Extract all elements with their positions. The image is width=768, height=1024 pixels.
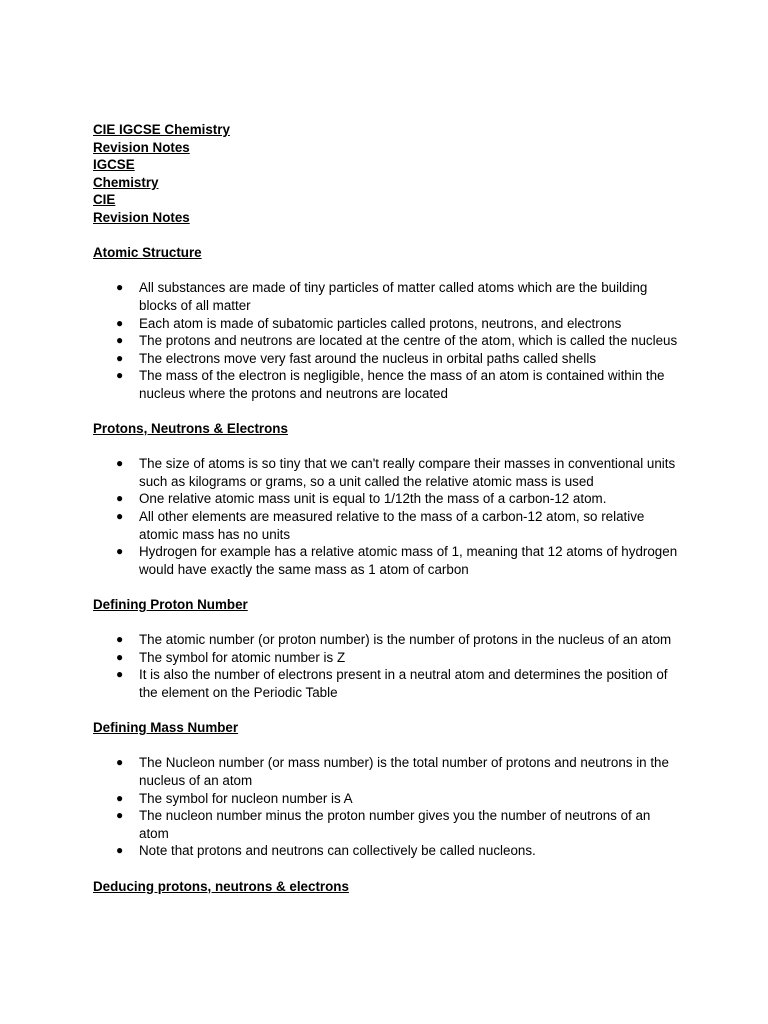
list-item-text: The electrons move very fast around the nucleus in orbital paths called shells xyxy=(139,350,597,366)
list-item xyxy=(93,631,679,649)
bullet-icon: ● xyxy=(116,315,124,330)
bullet-icon: ● xyxy=(116,350,124,365)
list-item-text: The symbol for nucleon number is A xyxy=(139,790,353,806)
list-item xyxy=(93,367,679,402)
list-item-text: The Nucleon number (or mass number) is the total number of protons and neutrons in the nucleus of an atom xyxy=(139,755,669,788)
list-item xyxy=(93,807,679,842)
document-title-block xyxy=(93,121,693,227)
bullet-list xyxy=(93,631,693,701)
bullet-icon: ● xyxy=(116,755,124,770)
bullet-icon: ● xyxy=(116,456,124,471)
list-item-text: All other elements are measured relative to the mass of a carbon-12 atom, so relative atomic mass has no units xyxy=(139,509,645,542)
bullet-icon: ● xyxy=(116,790,124,805)
section-heading: Defining Proton Number xyxy=(93,597,248,613)
list-item xyxy=(93,490,679,508)
list-item-text: Hydrogen for example has a relative atomic mass of 1, meaning that 12 atoms of hydrogen would have exactly the same mass as 1 atom of carbon xyxy=(139,544,678,577)
section-heading: Protons, Neutrons & Electrons xyxy=(93,421,288,437)
bullet-icon: ● xyxy=(116,667,124,682)
bullet-icon: ● xyxy=(116,808,124,823)
bullet-list xyxy=(93,455,693,578)
title-line: CIE IGCSE Chemistry xyxy=(93,122,230,137)
section-atomic-structure xyxy=(93,244,693,402)
section-defining-proton-number xyxy=(93,596,693,702)
list-item xyxy=(93,279,679,314)
list-item xyxy=(93,508,679,543)
bullet-list xyxy=(93,754,693,860)
bullet-icon: ● xyxy=(116,509,124,524)
bullet-icon: ● xyxy=(116,280,124,295)
list-item-text: It is also the number of electrons present in a neutral atom and determines the position of the element on the Periodic Table xyxy=(139,667,668,700)
document-page xyxy=(93,121,693,913)
title-line: IGCSE xyxy=(93,157,135,173)
title-line: Revision Notes xyxy=(93,209,190,225)
list-item xyxy=(93,842,679,860)
list-item xyxy=(93,350,679,368)
list-item-text: One relative atomic mass unit is equal to 1/12th the mass of a carbon-12 atom. xyxy=(139,491,607,507)
bullet-icon: ● xyxy=(116,544,124,559)
list-item-text: The nucleon number minus the proton number gives you the number of neutrons of an atom xyxy=(139,808,651,841)
title-line: Revision Notes xyxy=(93,139,190,155)
list-item-text: The size of atoms is so tiny that we can't really compare their masses in conventional units such as kilograms or grams, so a unit called the relative atomic mass is used xyxy=(139,456,676,489)
bullet-icon: ● xyxy=(116,649,124,664)
list-item-text: Note that protons and neutrons can collectively be called nucleons. xyxy=(139,843,536,859)
list-item xyxy=(93,315,679,333)
bullet-list xyxy=(93,279,693,402)
section-defining-mass-number xyxy=(93,719,693,860)
list-item-text: The atomic number (or proton number) is the number of protons in the nucleus of an atom xyxy=(139,632,672,648)
title-line: CIE xyxy=(93,192,116,208)
section-heading: Atomic Structure xyxy=(93,245,202,261)
list-item xyxy=(93,649,679,667)
list-item xyxy=(93,332,679,350)
title-line: Chemistry xyxy=(93,174,159,190)
list-item xyxy=(93,790,679,808)
list-item-text: The symbol for atomic number is Z xyxy=(139,649,346,665)
bullet-icon: ● xyxy=(116,843,124,858)
section-deducing-protons-neutrons-electrons xyxy=(93,878,693,913)
list-item xyxy=(93,543,679,578)
bullet-icon: ● xyxy=(116,333,124,348)
list-item-text: The mass of the electron is negligible, hence the mass of an atom is contained within the nucleus where the protons and neutrons are located xyxy=(139,368,665,401)
list-item-text: The protons and neutrons are located at the centre of the atom, which is called the nucleus xyxy=(139,333,678,349)
bullet-icon: ● xyxy=(116,491,124,506)
list-item xyxy=(93,666,679,701)
section-protons-neutrons-electrons xyxy=(93,420,693,578)
list-item-text: Each atom is made of subatomic particles called protons, neutrons, and electrons xyxy=(139,315,622,331)
list-item-text: All substances are made of tiny particles of matter called atoms which are the building blocks of all matter xyxy=(139,280,648,313)
bullet-icon: ● xyxy=(116,368,124,383)
section-heading: Defining Mass Number xyxy=(93,720,239,736)
section-heading: Deducing protons, neutrons & electrons xyxy=(93,878,349,894)
list-item xyxy=(93,754,679,789)
bullet-icon: ● xyxy=(116,632,124,647)
list-item xyxy=(93,455,679,490)
